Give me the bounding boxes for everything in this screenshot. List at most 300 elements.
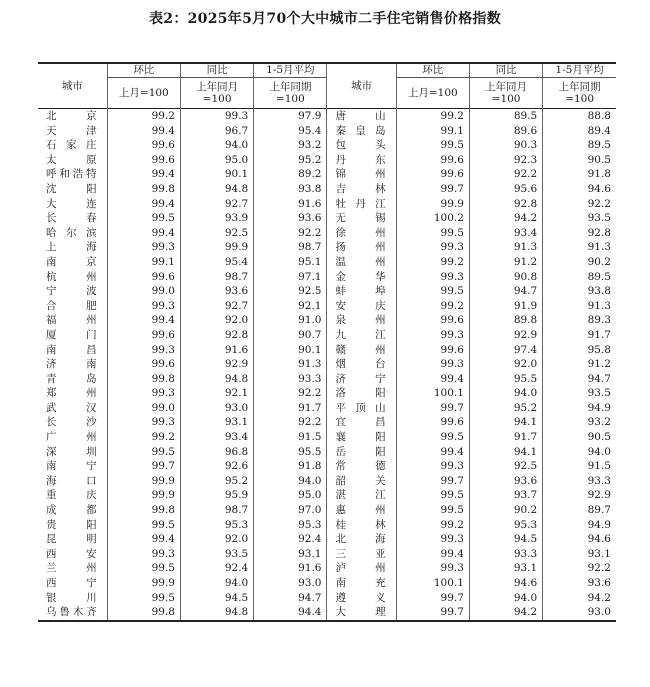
yoy-cell: 93.6 — [180, 284, 253, 299]
yoy-cell: 98.7 — [180, 270, 253, 285]
yoy-cell: 99.9 — [180, 240, 253, 255]
yoy-cell: 92.2 — [469, 167, 542, 182]
mom-cell: 99.4 — [107, 313, 180, 328]
city-cell: 北京 — [46, 110, 97, 122]
city-cell: 合肥 — [46, 299, 97, 312]
city-cell: 扬州 — [327, 240, 396, 255]
city-cell: 岳阳 — [327, 445, 396, 460]
avg-cell: 90.5 — [543, 153, 616, 168]
mom-cell: 99.3 — [396, 459, 469, 474]
yoy-cell: 94.6 — [469, 576, 542, 591]
mom-cell: 99.9 — [396, 197, 469, 212]
avg-cell: 92.4 — [254, 532, 327, 547]
avg-cell: 88.8 — [543, 109, 616, 124]
city-cell: 宜昌 — [327, 415, 396, 430]
city-cell: 沈阳 — [46, 182, 97, 195]
avg-cell: 94.7 — [543, 372, 616, 387]
header-avg-left: 1-5月平均 — [254, 63, 327, 78]
city-cell: 惠州 — [327, 503, 396, 518]
city-cell: 乌鲁木齐 — [38, 605, 107, 621]
city-cell: 包头 — [327, 138, 396, 153]
city-cell: 唐山 — [327, 109, 396, 124]
avg-cell: 89.5 — [543, 270, 616, 285]
avg-cell: 92.2 — [254, 226, 327, 241]
city-cell: 南充 — [327, 576, 396, 591]
avg-cell: 92.2 — [254, 415, 327, 430]
city-cell: 洛阳 — [327, 386, 396, 401]
header-yoy-base-line2: =100 — [491, 93, 521, 105]
mom-cell: 99.8 — [107, 372, 180, 387]
table-row — [38, 459, 616, 474]
mom-cell: 99.5 — [396, 138, 469, 153]
yoy-cell: 92.7 — [180, 299, 253, 314]
city-cell: 烟台 — [327, 357, 396, 372]
yoy-cell: 94.0 — [469, 386, 542, 401]
city-cell: 济南 — [46, 358, 97, 371]
table-body — [38, 109, 616, 621]
city-cell: 呼和浩特 — [46, 168, 97, 181]
yoy-cell: 93.0 — [180, 401, 253, 416]
yoy-cell: 95.4 — [180, 255, 253, 270]
yoy-cell: 92.4 — [180, 561, 253, 576]
avg-cell: 89.3 — [543, 313, 616, 328]
yoy-cell: 92.5 — [469, 459, 542, 474]
mom-cell: 99.2 — [396, 255, 469, 270]
header-avg-base-line1: 上年同期 — [269, 81, 312, 93]
mom-cell: 100.2 — [396, 211, 469, 226]
city-cell: 青岛 — [46, 372, 97, 385]
yoy-cell: 94.5 — [180, 591, 253, 606]
yoy-cell: 94.2 — [469, 605, 542, 621]
avg-cell: 90.7 — [254, 328, 327, 343]
avg-cell: 95.8 — [543, 343, 616, 358]
yoy-cell: 89.5 — [469, 109, 542, 124]
avg-cell: 95.0 — [254, 488, 327, 503]
mom-cell: 99.5 — [107, 445, 180, 460]
header-avg-base-right — [543, 78, 616, 109]
avg-cell: 91.2 — [543, 357, 616, 372]
mom-cell: 99.5 — [396, 226, 469, 241]
mom-cell: 99.4 — [396, 445, 469, 460]
city-cell: 韶关 — [327, 474, 396, 489]
yoy-cell: 92.8 — [180, 328, 253, 343]
mom-cell: 99.4 — [396, 547, 469, 562]
mom-cell: 99.7 — [396, 474, 469, 489]
city-cell: 牡丹江 — [327, 197, 396, 212]
yoy-cell: 94.0 — [469, 591, 542, 606]
yoy-cell: 96.8 — [180, 445, 253, 460]
table-row — [38, 197, 616, 212]
city-cell: 长沙 — [46, 416, 97, 429]
avg-cell: 97.9 — [254, 109, 327, 124]
city-cell: 赣州 — [327, 343, 396, 358]
city-cell: 遵义 — [327, 591, 396, 606]
table-row — [38, 124, 616, 139]
mom-cell: 99.3 — [107, 299, 180, 314]
table-row — [38, 518, 616, 533]
city-cell: 西安 — [46, 547, 97, 560]
mom-cell: 99.8 — [107, 182, 180, 197]
mom-cell: 99.1 — [107, 255, 180, 270]
mom-cell: 99.4 — [107, 167, 180, 182]
city-cell: 南京 — [46, 255, 97, 268]
yoy-cell: 92.8 — [469, 197, 542, 212]
yoy-cell: 90.2 — [469, 503, 542, 518]
mom-cell: 99.0 — [107, 401, 180, 416]
city-cell: 武汉 — [46, 401, 97, 414]
header-yoy-right: 同比 — [469, 63, 542, 78]
avg-cell: 90.2 — [543, 255, 616, 270]
table-row — [38, 153, 616, 168]
mom-cell: 99.0 — [107, 284, 180, 299]
header-mom-base-right: 上月=100 — [396, 78, 469, 109]
mom-cell: 99.5 — [396, 488, 469, 503]
avg-cell: 98.7 — [254, 240, 327, 255]
avg-cell: 95.1 — [254, 255, 327, 270]
city-cell: 吉林 — [327, 182, 396, 197]
city-cell: 上海 — [46, 241, 97, 254]
yoy-cell: 95.6 — [469, 182, 542, 197]
city-cell: 襄阳 — [327, 430, 396, 445]
table-row — [38, 226, 616, 241]
city-cell: 徐州 — [327, 226, 396, 241]
yoy-cell: 90.3 — [469, 138, 542, 153]
city-cell: 济宁 — [327, 372, 396, 387]
mom-cell: 99.5 — [107, 561, 180, 576]
table-title: 表2：2025年5月70个大中城市二手住宅销售价格指数 — [148, 11, 502, 27]
city-cell: 重庆 — [46, 489, 97, 502]
avg-cell: 89.5 — [543, 138, 616, 153]
avg-cell: 94.6 — [543, 182, 616, 197]
avg-cell: 93.8 — [543, 284, 616, 299]
avg-cell: 93.3 — [254, 372, 327, 387]
table-row — [38, 386, 616, 401]
yoy-cell: 92.0 — [180, 532, 253, 547]
table-row — [38, 415, 616, 430]
table-row — [38, 561, 616, 576]
avg-cell: 92.5 — [254, 284, 327, 299]
avg-cell: 92.2 — [543, 561, 616, 576]
city-cell: 石家庄 — [46, 139, 97, 152]
yoy-cell: 91.6 — [180, 343, 253, 358]
city-cell: 泉州 — [327, 313, 396, 328]
avg-cell: 89.4 — [543, 124, 616, 139]
avg-cell: 91.6 — [254, 197, 327, 212]
mom-cell: 99.3 — [396, 240, 469, 255]
table-row — [38, 357, 616, 372]
mom-cell: 99.9 — [107, 576, 180, 591]
avg-cell: 89.2 — [254, 167, 327, 182]
yoy-cell: 98.7 — [180, 503, 253, 518]
avg-cell: 91.8 — [543, 167, 616, 182]
header-yoy-base-right — [469, 78, 542, 109]
avg-cell: 93.5 — [543, 211, 616, 226]
city-cell: 温州 — [327, 255, 396, 270]
city-cell: 南昌 — [46, 343, 97, 356]
avg-cell: 89.7 — [543, 503, 616, 518]
avg-cell: 91.3 — [543, 299, 616, 314]
city-cell: 太原 — [46, 153, 97, 166]
yoy-cell: 93.4 — [469, 226, 542, 241]
yoy-cell: 92.9 — [469, 328, 542, 343]
header-yoy-left: 同比 — [180, 63, 253, 78]
city-cell: 金华 — [327, 270, 396, 285]
yoy-cell: 94.1 — [469, 445, 542, 460]
mom-cell: 99.6 — [396, 343, 469, 358]
table-row — [38, 182, 616, 197]
yoy-cell: 95.2 — [469, 401, 542, 416]
mom-cell: 99.6 — [107, 153, 180, 168]
avg-cell: 93.8 — [254, 182, 327, 197]
city-cell: 桂林 — [327, 518, 396, 533]
mom-cell: 99.7 — [396, 182, 469, 197]
header-mom-base-left: 上月=100 — [107, 78, 180, 109]
city-cell: 平顶山 — [327, 401, 396, 416]
table-row — [38, 240, 616, 255]
mom-cell: 99.7 — [396, 591, 469, 606]
mom-cell: 99.5 — [107, 211, 180, 226]
avg-cell: 92.1 — [254, 299, 327, 314]
header-city-left: 城市 — [61, 79, 83, 92]
avg-cell: 91.3 — [543, 240, 616, 255]
mom-cell: 99.3 — [396, 357, 469, 372]
yoy-cell: 93.1 — [180, 415, 253, 430]
mom-cell: 99.5 — [396, 430, 469, 445]
table-row — [38, 284, 616, 299]
mom-cell: 99.5 — [107, 518, 180, 533]
avg-cell: 91.5 — [543, 459, 616, 474]
table-row — [38, 372, 616, 387]
mom-cell: 99.5 — [396, 503, 469, 518]
table-row — [38, 605, 616, 621]
yoy-cell: 94.8 — [180, 182, 253, 197]
header-yoy-base-line2: =100 — [202, 93, 232, 105]
yoy-cell: 95.5 — [469, 372, 542, 387]
mom-cell: 99.9 — [107, 488, 180, 503]
mom-cell: 99.9 — [107, 474, 180, 489]
mom-cell: 99.3 — [107, 386, 180, 401]
avg-cell: 93.0 — [254, 576, 327, 591]
city-cell: 兰州 — [46, 562, 97, 575]
avg-cell: 92.8 — [543, 226, 616, 241]
mom-cell: 99.6 — [396, 313, 469, 328]
table-row — [38, 532, 616, 547]
avg-cell: 93.2 — [254, 138, 327, 153]
mom-cell: 99.3 — [107, 547, 180, 562]
city-cell: 大连 — [46, 197, 97, 210]
avg-cell: 94.9 — [543, 518, 616, 533]
avg-cell: 93.6 — [543, 576, 616, 591]
avg-cell: 95.2 — [254, 153, 327, 168]
avg-cell: 94.2 — [543, 591, 616, 606]
avg-cell: 93.2 — [543, 415, 616, 430]
city-cell: 南宁 — [46, 460, 97, 473]
mom-cell: 99.2 — [396, 109, 469, 124]
yoy-cell: 95.3 — [180, 518, 253, 533]
city-cell: 常德 — [327, 459, 396, 474]
mom-cell: 99.3 — [107, 343, 180, 358]
avg-cell: 94.0 — [543, 445, 616, 460]
mom-cell: 99.3 — [396, 328, 469, 343]
yoy-cell: 94.0 — [180, 576, 253, 591]
city-cell: 秦皇岛 — [327, 124, 396, 139]
mom-cell: 99.4 — [396, 372, 469, 387]
mom-cell: 99.6 — [396, 167, 469, 182]
mom-cell: 100.1 — [396, 576, 469, 591]
yoy-cell: 90.8 — [469, 270, 542, 285]
yoy-cell: 91.7 — [469, 430, 542, 445]
mom-cell: 99.3 — [396, 270, 469, 285]
city-cell: 西宁 — [46, 577, 97, 589]
city-cell: 福州 — [46, 314, 97, 327]
mom-cell: 99.4 — [107, 197, 180, 212]
yoy-cell: 91.2 — [469, 255, 542, 270]
yoy-cell: 92.1 — [180, 386, 253, 401]
table-header — [38, 63, 616, 109]
mom-cell: 99.5 — [107, 591, 180, 606]
city-cell: 蚌埠 — [327, 284, 396, 299]
table-row — [38, 445, 616, 460]
city-cell: 锦州 — [327, 167, 396, 182]
table-row — [38, 299, 616, 314]
table-row — [38, 474, 616, 489]
avg-cell: 93.6 — [254, 211, 327, 226]
table-row — [38, 211, 616, 226]
yoy-cell: 92.5 — [180, 226, 253, 241]
yoy-cell: 94.7 — [469, 284, 542, 299]
mom-cell: 99.1 — [396, 124, 469, 139]
mom-cell: 99.6 — [107, 357, 180, 372]
yoy-cell: 92.3 — [469, 153, 542, 168]
city-cell: 成都 — [46, 504, 97, 517]
city-cell: 杭州 — [46, 270, 97, 283]
header-yoy-base-line1: 上年同月 — [196, 81, 239, 93]
yoy-cell: 96.7 — [180, 124, 253, 139]
mom-cell: 99.4 — [107, 532, 180, 547]
header-mom-right: 环比 — [396, 63, 469, 78]
table-row — [38, 138, 616, 153]
table-row — [38, 270, 616, 285]
mom-cell: 99.3 — [107, 240, 180, 255]
avg-cell: 92.9 — [543, 488, 616, 503]
mom-cell: 99.7 — [396, 401, 469, 416]
yoy-cell: 93.1 — [469, 561, 542, 576]
header-yoy-base-left — [180, 78, 253, 109]
header-avg-right: 1-5月平均 — [543, 63, 616, 78]
avg-cell: 93.0 — [543, 605, 616, 621]
mom-cell: 99.6 — [107, 328, 180, 343]
city-cell: 厦门 — [46, 328, 97, 341]
yoy-cell: 95.2 — [180, 474, 253, 489]
avg-cell: 91.6 — [254, 561, 327, 576]
mom-cell: 99.2 — [396, 518, 469, 533]
avg-cell: 91.3 — [254, 357, 327, 372]
avg-cell: 91.7 — [543, 328, 616, 343]
yoy-cell: 92.0 — [180, 313, 253, 328]
mom-cell: 99.6 — [107, 270, 180, 285]
table-row — [38, 576, 616, 591]
table-row — [38, 167, 616, 182]
city-cell: 广州 — [46, 431, 97, 444]
avg-cell: 93.1 — [254, 547, 327, 562]
city-cell: 哈尔滨 — [46, 226, 97, 239]
mom-cell: 99.7 — [396, 605, 469, 621]
city-cell: 三亚 — [327, 547, 396, 562]
table-row — [38, 591, 616, 606]
price-index-table — [38, 62, 616, 622]
yoy-cell: 92.0 — [469, 357, 542, 372]
table-row — [38, 343, 616, 358]
yoy-cell: 89.6 — [469, 124, 542, 139]
mom-cell: 99.3 — [396, 532, 469, 547]
yoy-cell: 92.9 — [180, 357, 253, 372]
city-cell: 湛江 — [327, 488, 396, 503]
mom-cell: 99.6 — [396, 415, 469, 430]
yoy-cell: 95.3 — [469, 518, 542, 533]
yoy-cell: 92.7 — [180, 197, 253, 212]
avg-cell: 95.5 — [254, 445, 327, 460]
mom-cell: 100.1 — [396, 386, 469, 401]
yoy-cell: 94.5 — [469, 532, 542, 547]
table-row — [38, 488, 616, 503]
yoy-cell: 93.9 — [180, 211, 253, 226]
city-cell: 无锡 — [327, 211, 396, 226]
city-cell: 银川 — [46, 591, 97, 604]
table-row — [38, 401, 616, 416]
city-cell: 海口 — [46, 474, 97, 487]
table-row — [38, 430, 616, 445]
avg-cell: 97.1 — [254, 270, 327, 285]
avg-cell: 90.5 — [543, 430, 616, 445]
mom-cell: 99.2 — [396, 299, 469, 314]
yoy-cell: 91.9 — [469, 299, 542, 314]
header-avg-base-left — [254, 78, 327, 109]
avg-cell: 97.0 — [254, 503, 327, 518]
avg-cell: 94.0 — [254, 474, 327, 489]
header-city-right: 城市 — [327, 63, 396, 109]
mom-cell: 99.6 — [107, 138, 180, 153]
table-row — [38, 313, 616, 328]
header-avg-base-line2: =100 — [565, 93, 595, 105]
avg-cell: 94.7 — [254, 591, 327, 606]
city-cell: 深圳 — [46, 445, 97, 458]
yoy-cell: 95.0 — [180, 153, 253, 168]
avg-cell: 93.5 — [543, 386, 616, 401]
mom-cell: 99.8 — [107, 503, 180, 518]
mom-cell: 99.6 — [396, 153, 469, 168]
avg-cell: 91.8 — [254, 459, 327, 474]
city-cell: 安庆 — [327, 299, 396, 314]
header-avg-base-line1: 上年同期 — [558, 81, 601, 93]
city-cell: 九江 — [327, 328, 396, 343]
table-row — [38, 328, 616, 343]
city-cell: 宁波 — [46, 285, 97, 298]
avg-cell: 94.9 — [543, 401, 616, 416]
yoy-cell: 97.4 — [469, 343, 542, 358]
city-cell: 长春 — [46, 212, 97, 225]
table-row — [38, 255, 616, 270]
yoy-cell: 94.8 — [180, 605, 253, 621]
yoy-cell: 93.6 — [469, 474, 542, 489]
city-cell: 丹东 — [327, 153, 396, 168]
table-row — [38, 503, 616, 518]
header-avg-base-line2: =100 — [275, 93, 305, 105]
table-row — [38, 109, 616, 124]
city-cell: 贵阳 — [46, 518, 97, 531]
yoy-cell: 93.7 — [469, 488, 542, 503]
mom-cell: 99.8 — [107, 605, 180, 621]
mom-cell: 99.2 — [107, 109, 180, 124]
